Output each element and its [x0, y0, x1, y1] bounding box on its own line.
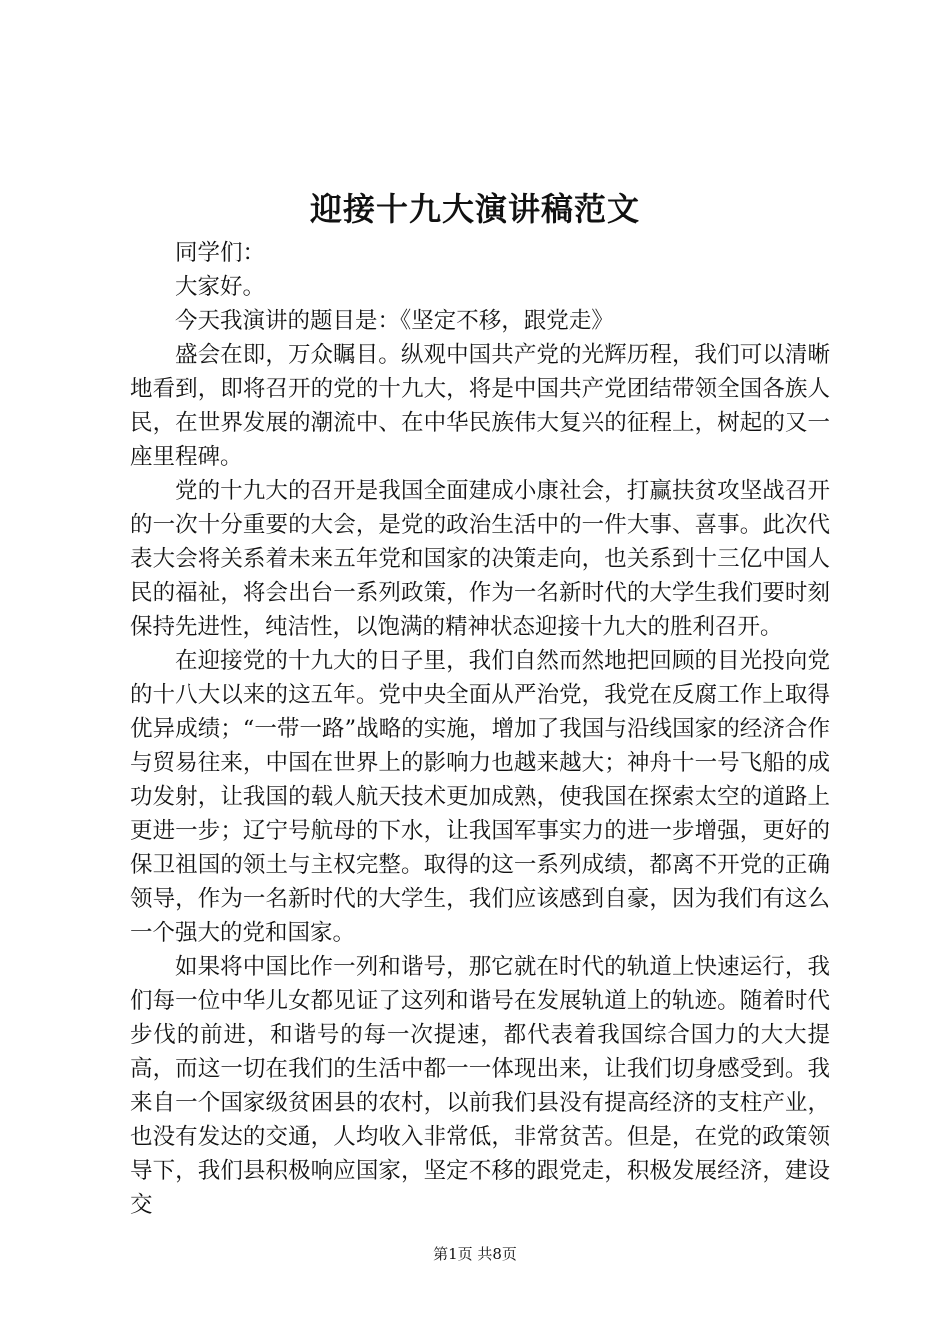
document-body — [130, 236, 830, 1222]
body-paragraph: 在迎接党的十九大的日子里，我们自然而然地把回顾的目光投向党的十八大以来的这五年。党中央全面从严治党，我党在反腐工作上取得优异成绩；“一带一路”战略的实施，增加了我国与沿线国家的经济合作与贸易往来，中国在世界上的影响力也越来越大；神舟十一号飞船的成功发射，让我国的载人航天技术更加成熟，使我国在探索太空的道路上更进一步；辽宁号航母的下水，让我国军事实力的进一步增强，更好的保卫祖国的领土与主权完整。取得的这一系列成绩，都离不开党的正确领导，作为一名新时代的大学生，我们应该感到自豪，因为我们有这么一个强大的党和国家。 — [130, 648, 830, 946]
speech-topic: 今天我演讲的题目是：《坚定不移，跟党走》 — [175, 308, 614, 334]
greeting: 大家好。 — [175, 274, 266, 300]
document-title: 迎接十九大演讲稿范文 — [309, 190, 640, 228]
body-paragraph: 如果将中国比作一列和谐号，那它就在时代的轨道上快速运行，我们每一位中华儿女都见证了这列和谐号在发展轨道上的轨迹。随着时代步伐的前进，和谐号的每一次提速，都代表着我国综合国力的大大提高，而这一切在我们的生活中都一一体现出来，让我们切身感受到。我来自一个国家级贫困县的农村，以前我们县没有提高经济的支柱产业，也没有发达的交通，人均收入非常低，非常贫苦。但是，在党的政策领导下，我们县积极响应国家，坚定不移的跟党走，积极发展经济，建设交 — [130, 954, 830, 1218]
page-number-footer: 第1页 共8页 — [433, 1245, 517, 1263]
salutation: 同学们： — [175, 240, 266, 266]
body-paragraph: 党的十九大的召开是我国全面建成小康社会，打赢扶贫攻坚战召开的一次十分重要的大会，是党的政治生活中的一件大事、喜事。此次代表大会将关系着未来五年党和国家的决策走向，也关系到十三亿中国人民的福祉，将会出台一系列政策，作为一名新时代的大学生我们要时刻保持先进性，纯洁性，以饱满的精神状态迎接十九大的胜利召开。 — [130, 478, 830, 640]
body-paragraph: 盛会在即，万众瞩目。纵观中国共产党的光辉历程，我们可以清晰地看到，即将召开的党的十九大，将是中国共产党团结带领全国各族人民，在世界发展的潮流中、在中华民族伟大复兴的征程上，树起的又一座里程碑。 — [130, 342, 830, 470]
